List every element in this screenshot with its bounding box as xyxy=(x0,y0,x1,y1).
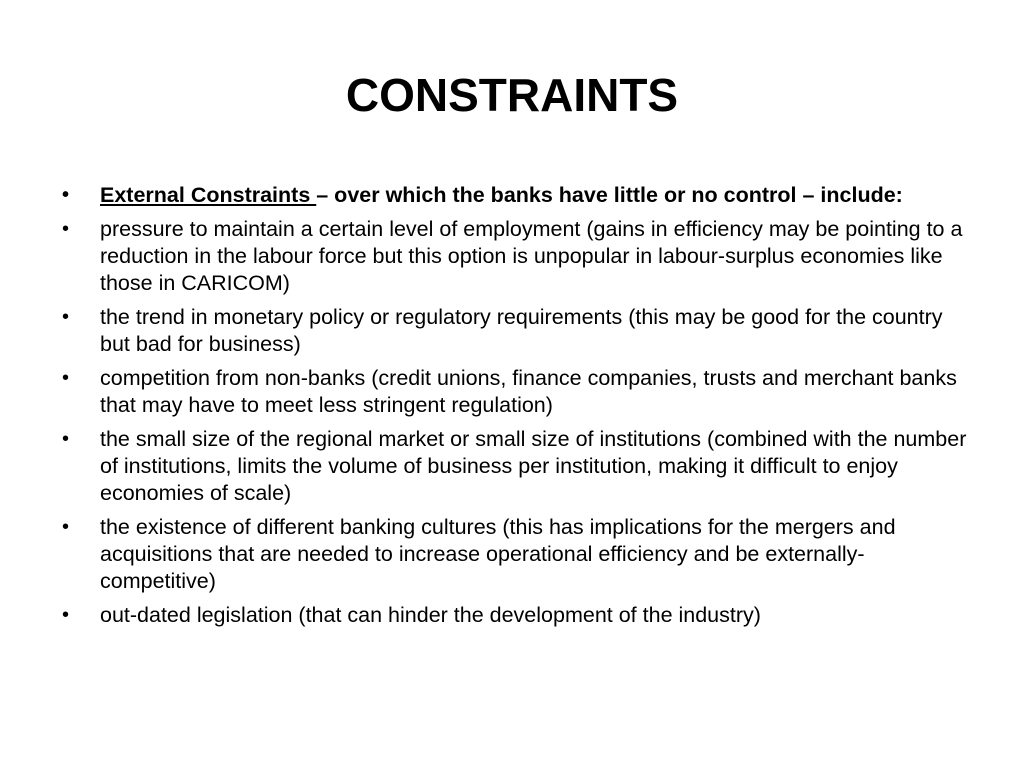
bullet-item xyxy=(62,602,974,629)
bullet-icon: • xyxy=(62,306,70,328)
bullet-text: the existence of different banking cultures (this has implications for the mergers and acquisitions that are needed to increase operational efficiency and be externally- competitive) xyxy=(100,515,896,593)
bullet-icon: • xyxy=(62,428,70,450)
bullet-text: the trend in monetary policy or regulatory requirements (this may be good for the country but bad for business) xyxy=(100,305,943,356)
bullet-item xyxy=(62,365,974,419)
bullet-heading: External Constraints xyxy=(100,183,317,207)
bullet-text: out-dated legislation (that can hinder the development of the industry) xyxy=(100,603,761,627)
bullet-icon: • xyxy=(62,516,70,538)
bullet-icon: • xyxy=(62,218,70,240)
slide-title: CONSTRAINTS xyxy=(345,69,679,121)
bullet-list xyxy=(62,182,974,636)
bullet-icon: • xyxy=(62,367,70,389)
bullet-icon: • xyxy=(62,184,70,206)
bullet-item xyxy=(62,426,974,507)
bullet-text: competition from non-banks (credit unions, finance companies, trusts and merchant banks that may have to meet less stringent regulation) xyxy=(100,366,957,417)
bullet-icon: • xyxy=(62,604,70,626)
bullet-heading-text: – over which the banks have little or no control – include: xyxy=(316,183,903,207)
bullet-item-external-constraints xyxy=(62,182,974,209)
bullet-text: pressure to maintain a certain level of employment (gains in efficiency may be pointing to a reduction in the labour force but this option is unpopular in labour-surplus economies like those in CARICOM) xyxy=(100,217,963,295)
bullet-item xyxy=(62,514,974,595)
bullet-text: the small size of the regional market or small size of institutions (combined with the number of institutions, limits the volume of business per institution, making it difficult to enjoy economies of scale) xyxy=(100,427,967,505)
bullet-item xyxy=(62,216,974,297)
bullet-item xyxy=(62,304,974,358)
